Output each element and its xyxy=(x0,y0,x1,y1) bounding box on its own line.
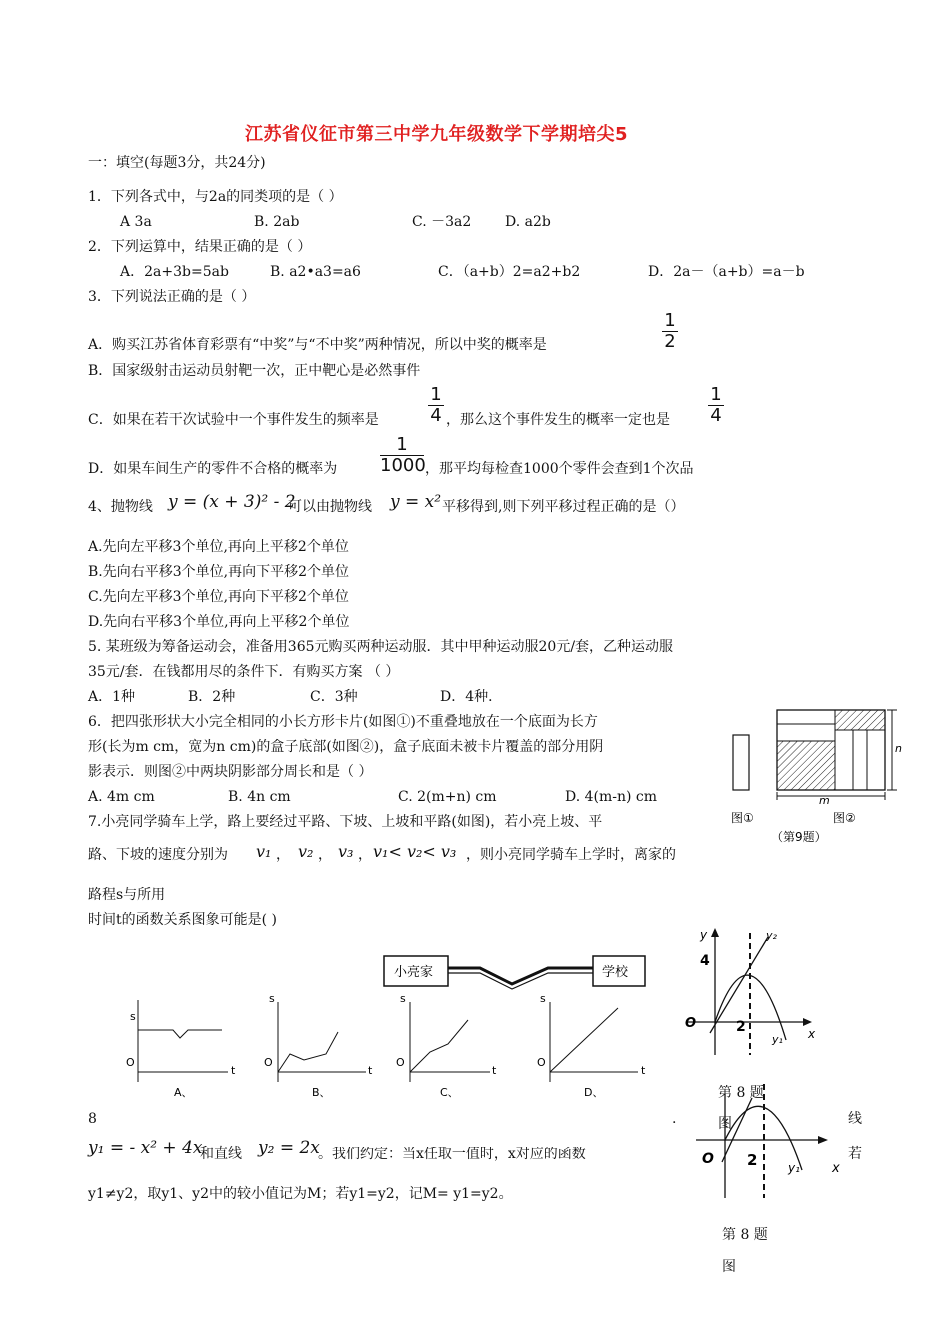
graph-d-o: O xyxy=(537,1056,546,1069)
q8-top-y1-label: y₁ xyxy=(772,1033,783,1046)
q1-stem: 1．下列各式中，与2a的同类项的是（ ） xyxy=(88,189,343,205)
graph-b-label: B、 xyxy=(312,1086,331,1099)
graph-b-t: t xyxy=(368,1064,373,1077)
q8-top-origin: O xyxy=(685,1016,697,1031)
q8-equation-y2: y₂ = 2x xyxy=(258,1138,320,1158)
q8-bottom-origin: O xyxy=(702,1151,714,1167)
graph-b-s: s xyxy=(269,992,275,1005)
q8-fig-label-bottom-b: 图 xyxy=(722,1259,736,1275)
q7-v2: v₂ xyxy=(298,842,314,861)
q2-stem: 2．下列运算中，结果正确的是（ ） xyxy=(88,239,312,255)
q4-post: 平移得到,则下列平移过程正确的是（） xyxy=(442,499,685,515)
q4-mid: 可以由抛物线 xyxy=(288,499,372,515)
q8-fig-label-top: 第 8 题 xyxy=(718,1085,764,1101)
q8-bottom-y1-label: y₁ xyxy=(788,1161,800,1175)
q8-top-x-label: x xyxy=(808,1027,816,1041)
q8-fig-label-bottom: 第 8 题 xyxy=(722,1227,768,1243)
q4-option-d: D.先向右平移3个单位,再向上平移2个单位 xyxy=(88,614,350,630)
figure-caption: （第9题） xyxy=(771,830,827,844)
graph-c-o: O xyxy=(396,1056,405,1069)
graph-b-o: O xyxy=(264,1056,273,1069)
q8-figure-bottom xyxy=(690,1080,840,1200)
shaded-region-top xyxy=(835,710,885,730)
q1-option-d: D. a2b xyxy=(505,214,551,230)
q7-line2-pre: 路、下坡的速度分别为 xyxy=(88,847,228,863)
q2-option-a: A．2a+3b=5ab xyxy=(120,264,229,280)
section-heading: 一：填空(每题3分，共24分) xyxy=(88,155,266,171)
q7-graphs xyxy=(118,990,658,1100)
graph-a-label: A、 xyxy=(174,1086,193,1099)
q7-line2-post: ，则小亮同学骑车上学时，离家的 xyxy=(466,847,676,863)
graph-d-label: D、 xyxy=(584,1086,604,1099)
q7-line4: 时间t的函数关系图象可能是( ) xyxy=(88,912,277,928)
q8-right-1: 线 xyxy=(848,1111,862,1127)
q3-option-c-pre: C．如果在若干次试验中一个事件发生的频率是 xyxy=(88,412,379,428)
q7-line3: 路程s与所用 xyxy=(88,887,166,903)
q7-v1: v₁ xyxy=(256,842,272,861)
graph-d-s: s xyxy=(540,992,546,1005)
q7-v3: v₃ xyxy=(338,842,354,861)
graph-c xyxy=(396,992,497,1099)
graph-a-s: s xyxy=(130,1010,136,1023)
q8-fig-label-top-b: 图 xyxy=(718,1116,732,1132)
home-label: 小亮家 xyxy=(394,965,434,980)
q8-top-y-label: y xyxy=(700,928,708,942)
m-label: m xyxy=(819,794,830,807)
q8-right-2: 若 xyxy=(848,1146,862,1162)
graph-d xyxy=(537,992,646,1099)
graph-a xyxy=(126,1000,236,1099)
q8-figure-top xyxy=(680,925,825,1060)
q3-option-a: A．购买江苏省体育彩票有“中奖”与“不中奖”两种情况，所以中奖的概率是 xyxy=(88,337,547,353)
page-title: 江苏省仪征市第三中学九年级数学下学期培尖5 xyxy=(245,124,629,145)
q3-option-d-pre: D．如果车间生产的零件不合格的概率为 xyxy=(88,461,338,477)
q5-option-c: C．3种 xyxy=(310,689,358,705)
q4-equation-1: y = (x + 3)² - 2 xyxy=(168,492,296,512)
q7-inequality: v₁< v₂< v₃ xyxy=(373,842,457,861)
q8-number: 8 xyxy=(88,1111,97,1127)
q5-line2: 35元/套．在钱都用尽的条件下．有购买方案 （ ） xyxy=(88,664,400,680)
shaded-region-bottom xyxy=(777,741,835,790)
graph-a-o: O xyxy=(126,1056,135,1069)
q8-bottom-x-label: x xyxy=(832,1161,840,1176)
route-diagram xyxy=(380,950,650,995)
q4-pre: 4、抛物线 xyxy=(88,499,153,515)
q3-a-fraction: 1 2 xyxy=(662,312,678,351)
q8-bottom-val-2: 2 xyxy=(747,1151,758,1169)
q3-option-b: B．国家级射击运动员射靶一次，正中靶心是必然事件 xyxy=(88,363,421,379)
q8-top-val-2: 2 xyxy=(736,1019,746,1035)
q1-option-a: A 3a xyxy=(120,214,152,230)
q8-top-y2-label: y₂ xyxy=(766,929,777,942)
q8-dot: . xyxy=(672,1111,677,1127)
q3-c-fraction-1: 1 4 xyxy=(428,386,444,425)
q3-c-fraction-2: 1 4 xyxy=(708,386,724,425)
q6-option-a: A. 4m cm xyxy=(88,789,155,805)
school-label: 学校 xyxy=(602,965,629,980)
q5-option-b: B．2种 xyxy=(188,689,236,705)
card-shape xyxy=(733,735,749,790)
q6-option-d: D. 4(m-n) cm xyxy=(565,789,658,805)
q4-option-c: C.先向左平移3个单位,再向下平移2个单位 xyxy=(88,589,349,605)
q2-option-d: D．2a－（a+b）=a－b xyxy=(648,264,805,280)
q1-option-c: C. －3a2 xyxy=(412,214,472,230)
q5-option-a: A．1种 xyxy=(88,689,136,705)
q2-option-c: C．（a+b）2=a2+b2 xyxy=(438,264,581,280)
q5-line1: 5. 某班级为筹备运动会，准备用365元购买两种运动服．其中甲种运动服20元/套，乙种运动服 xyxy=(88,639,674,655)
q2-option-b: B. a2•a3=a6 xyxy=(270,264,361,280)
q4-option-a: A.先向左平移3个单位,再向上平移2个单位 xyxy=(88,539,349,555)
q3-d-fraction: 1 1000 xyxy=(380,434,426,476)
q3-stem: 3．下列说法正确的是（ ） xyxy=(88,289,256,305)
q6-line3: 影表示．则图②中两块阴影部分周长和是（ ） xyxy=(88,764,373,780)
graph-b xyxy=(264,992,373,1099)
road-path xyxy=(448,968,593,984)
q8-post: 。我们约定：当x任取一值时，x对应的函数 xyxy=(318,1147,586,1161)
graph-c-s: s xyxy=(400,992,406,1005)
n-label: n xyxy=(895,742,902,755)
q5-option-d: D．4种． xyxy=(440,689,503,705)
q8-top-val-4: 4 xyxy=(700,953,710,969)
graph-c-label: C、 xyxy=(440,1086,459,1099)
fig2-label: 图② xyxy=(833,811,856,825)
q1-option-b: B. 2ab xyxy=(254,214,300,230)
graph-a-t: t xyxy=(231,1064,236,1077)
graph-d-t: t xyxy=(641,1064,646,1077)
q3-option-c-mid: ，那么这个事件发生的概率一定也是 xyxy=(446,412,670,428)
fig1-label: 图① xyxy=(731,811,754,825)
q6-line1: 6．把四张形状大小完全相同的小长方形卡片(如图①)不重叠地放在一个底面为长方 xyxy=(88,714,598,730)
q6-line2: 形(长为m cm，宽为n cm)的盒子底部(如图②)，盒子底面未被卡片覆盖的部分用阴 xyxy=(88,739,604,755)
q6-figure xyxy=(725,700,905,850)
q6-option-c: C. 2(m+n) cm xyxy=(398,789,497,805)
q8-equation-y1: y₁ = - x² + 4x xyxy=(88,1138,203,1158)
q7-line1: 7.小亮同学骑车上学，路上要经过平路、下坡、上坡和平路(如图)，若小亮上坡、平 xyxy=(88,814,603,830)
q3-option-d-post: ，那平均每检查1000个零件会查到1个次品 xyxy=(425,461,694,477)
q4-equation-2: y = x² xyxy=(390,492,442,512)
q4-option-b: B.先向右平移3个单位,再向下平移2个单位 xyxy=(88,564,350,580)
q8-mid: 和直线 xyxy=(200,1146,242,1162)
q6-option-b: B. 4n cm xyxy=(228,789,291,805)
q8-line3: y1≠y2，取y1、y2中的较小值记为M；若y1=y2，记M= y1=y2。 xyxy=(88,1186,513,1202)
graph-c-t: t xyxy=(492,1064,497,1077)
